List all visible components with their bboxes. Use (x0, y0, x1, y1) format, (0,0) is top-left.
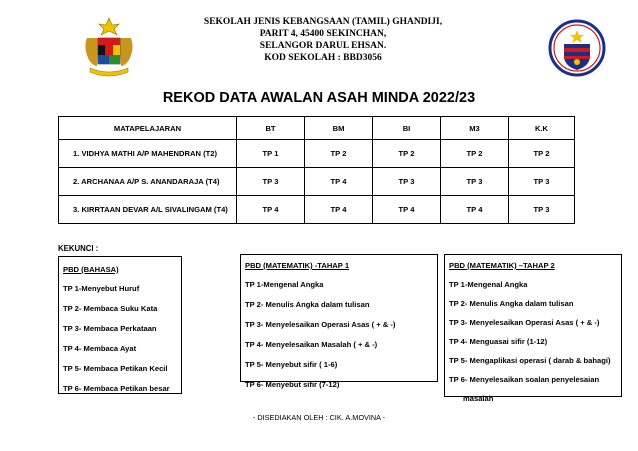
legend-title: PBD (BAHASA) (63, 265, 119, 274)
legend-item: TP 5- Membaca Petikan Kecil (63, 364, 168, 373)
score-kk: TP 3 (509, 168, 575, 196)
legend-box-matematik-tahap-1 (240, 254, 438, 389)
legend-item: TP 2- Menulis Angka dalam tulisan (245, 300, 370, 309)
table-header-row (59, 117, 575, 140)
score-bt: TP 3 (237, 168, 305, 196)
legend-item: TP 6- Membaca Petikan besar (63, 384, 170, 393)
school-address: PARIT 4, 45400 SEKINCHAN, (259, 29, 387, 39)
legend-item: TP 3- Membaca Perkataan (63, 324, 157, 333)
student-name: 3. KIRRTAAN DEVAR A/L SIVALINGAM (T4) (59, 196, 237, 224)
legend-item: TP 6- Menyebut sifir (7-12) (245, 380, 340, 389)
score-m3: TP 2 (441, 140, 509, 168)
score-m3: TP 3 (441, 168, 509, 196)
record-table (58, 116, 575, 224)
legend-item: TP 2- Membaca Suku Kata (63, 304, 158, 313)
prepared-by-footer: - DISEDIAKAN OLEH : CIK. A.MOVINA - (252, 413, 386, 422)
legend-item: TP 4- Menguasai sifir (1-12) (449, 337, 548, 346)
school-header (0, 16, 638, 64)
legend-item: TP 3- Menyelesaikan Operasi Asas ( + & -) (245, 320, 396, 329)
header-kk: K.K (509, 117, 575, 140)
score-kk: TP 3 (509, 196, 575, 224)
score-bi: TP 2 (373, 140, 441, 168)
table-row (59, 196, 575, 224)
legend-box-matematik-tahap-2 (444, 254, 622, 403)
legend-item: TP 5- Mengaplikasi operasi ( darab & bahagi) (449, 356, 611, 365)
score-bt: TP 1 (237, 140, 305, 168)
student-name: 1. VIDHYA MATHI A/P MAHENDRAN (T2) (59, 140, 237, 168)
legend-title: PBD (MATEMATIK) -TAHAP 1 (245, 261, 350, 270)
legend-item: TP 6- Menyelesaikan soalan penyelesaian (449, 375, 600, 384)
school-code: KOD SEKOLAH : BBD3056 (264, 53, 382, 63)
legend-item: TP 4- Membaca Ayat (63, 344, 137, 353)
header-bt: BT (237, 117, 305, 140)
school-state: SELANGOR DARUL EHSAN. (259, 41, 387, 51)
header-bm: BM (305, 117, 373, 140)
legend-item: TP 2- Menulis Angka dalam tulisan (449, 299, 574, 308)
score-m3: TP 4 (441, 196, 509, 224)
table-row (59, 168, 575, 196)
legend-item: TP 1-Mengenal Angka (245, 280, 324, 289)
document-title: REKOD DATA AWALAN ASAH MINDA 2022/23 (162, 90, 476, 106)
legend-label: KEKUNCI : (58, 244, 99, 253)
score-bm: TP 4 (305, 168, 373, 196)
score-bt: TP 4 (237, 196, 305, 224)
legend-item-continued: masalah (463, 394, 494, 403)
header-m3: M3 (441, 117, 509, 140)
header-bi: BI (373, 117, 441, 140)
score-bi: TP 4 (373, 196, 441, 224)
student-name: 2. ARCHANAA A/P S. ANANDARAJA (T4) (59, 168, 237, 196)
legend-item: TP 1-Mengenal Angka (449, 280, 528, 289)
legend-item: TP 3- Menyelesaikan Operasi Asas ( + & -) (449, 318, 600, 327)
legend-box-bahasa (58, 256, 182, 394)
legend-item: TP 5- Menyebut sifir ( 1-6) (245, 360, 338, 369)
table-row (59, 140, 575, 168)
header-subject: MATAPELAJARAN (59, 117, 237, 140)
legend-item: TP 1-Menyebut Huruf (63, 284, 140, 293)
legend-title: PBD (MATEMATIK) –TAHAP 2 (449, 261, 555, 270)
score-bi: TP 3 (373, 168, 441, 196)
legend-item: TP 4- Menyelesaikan Masalah ( + & -) (245, 340, 378, 349)
score-bm: TP 2 (305, 140, 373, 168)
score-bm: TP 4 (305, 196, 373, 224)
score-kk: TP 2 (509, 140, 575, 168)
school-name: SEKOLAH JENIS KEBANGSAAN (TAMIL) GHANDIJI, (203, 17, 443, 27)
